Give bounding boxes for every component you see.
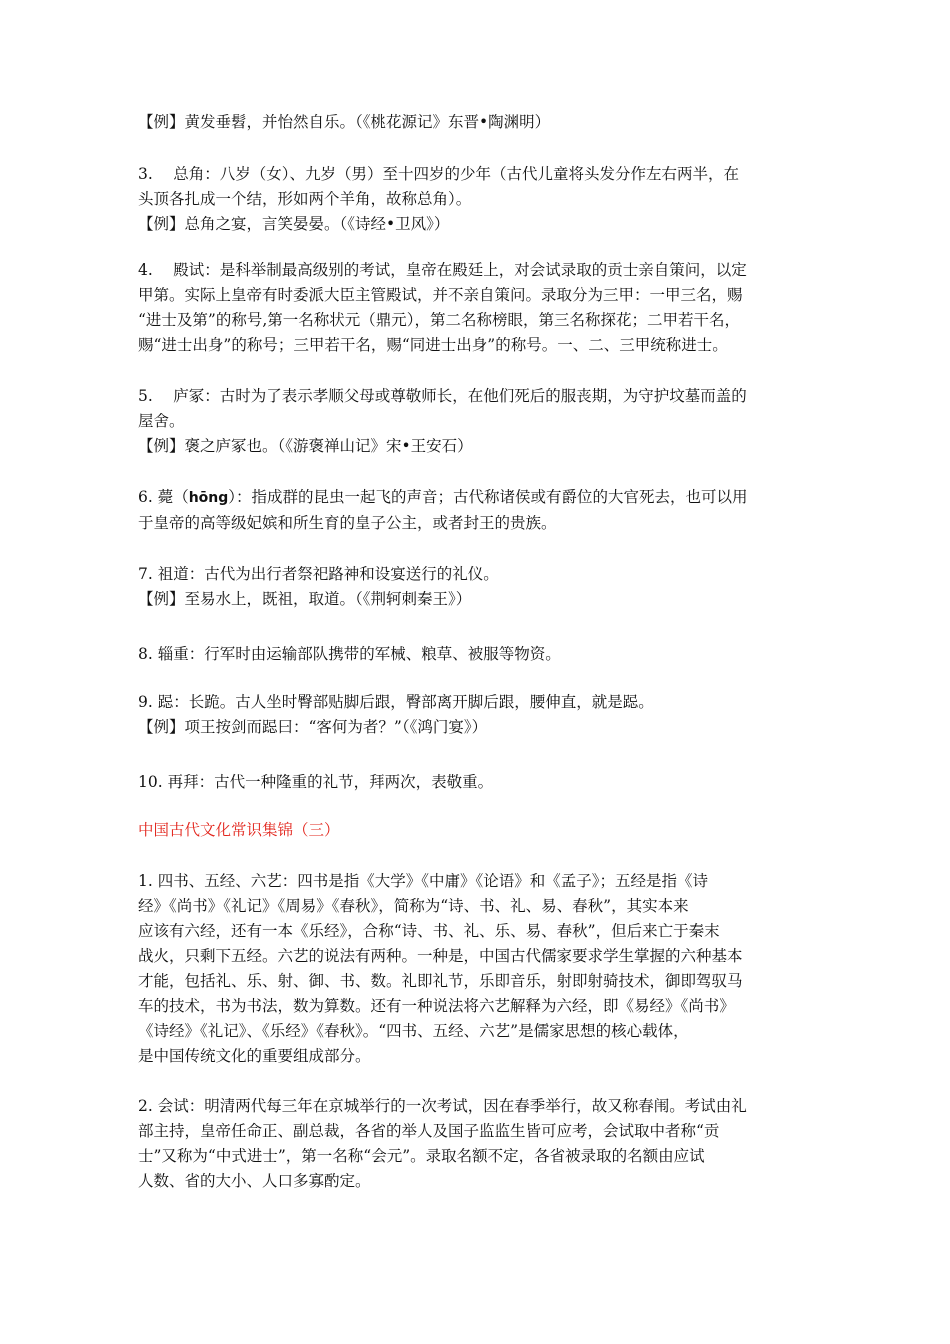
section-heading bbox=[138, 818, 814, 843]
text-line: 2. 会试：明清两代每三年在京城举行的一次考试，因在春季举行，故又称春闱。考试由礼 bbox=[138, 1097, 747, 1115]
text-line: 【例】褒之庐冢也。（《游褒禅山记》宋•王安石） bbox=[138, 437, 473, 455]
entry-zizhong bbox=[138, 642, 814, 667]
text-line: 甲第。实际上皇帝有时委派大臣主管殿试，并不亲自策问。录取分为三甲：一甲三名，赐 bbox=[138, 286, 743, 304]
entry-huishi bbox=[138, 1094, 814, 1194]
entry-hong bbox=[138, 485, 814, 536]
entry-luzhong bbox=[138, 384, 814, 459]
text-line: 3. 总角：八岁（女）、九岁（男）至十四岁的少年（古代儿童将头发分作左右两半，在 bbox=[138, 165, 739, 183]
entry-dianshi bbox=[138, 258, 814, 358]
text-line: 车的技术，书为书法，数为算数。还有一种说法将六艺解释为六经，即《易经》《尚书》 bbox=[138, 997, 735, 1015]
text-segment: ）：指成群的昆虫一起飞的声音；古代称诸侯或有爵位的大官死去，也可以用 bbox=[228, 488, 748, 506]
text-line: 人数、省的大小、人口多寡酌定。 bbox=[138, 1172, 371, 1190]
text-line: 4. 殿试：是科举制最高级别的考试，皇帝在殿廷上，对会试录取的贡士亲自策问，以定 bbox=[138, 261, 747, 279]
text-line: 战火，只剩下五经。六艺的说法有两种。一种是，中国古代儒家要求学生掌握的六种基本 bbox=[138, 947, 743, 965]
text-line bbox=[138, 485, 814, 511]
text-line: 赐“进士出身”的称号；三甲若干名，赐“同进士出身”的称号。一、二、三甲统称进士。 bbox=[138, 336, 728, 354]
text-line: 应该有六经，还有一本《乐经》，合称“诗、书、礼、乐、易、春秋”，但后来亡于秦末 bbox=[138, 922, 720, 940]
text-line: 【例】至易水上，既祖，取道。（《荆轲刺秦王》） bbox=[138, 590, 472, 608]
text-line: “进士及第”的称号,第一名称状元（鼎元），第二名称榜眼，第三名称探花；二甲若干名， bbox=[138, 311, 741, 329]
entry-zaibai bbox=[138, 770, 814, 795]
text-line: 8. 辎重：行军时由运输部队携带的军械、粮草、被服等物资。 bbox=[138, 645, 561, 663]
text-line: 【例】项王按剑而跽曰：“客何为者？”（《鸿门宴》） bbox=[138, 718, 488, 736]
text-line: 士”又称为“中式进士”，第一名称“会元”。录取名额不定，各省被录取的名额由应试 bbox=[138, 1147, 705, 1165]
text-line: 【例】黄发垂髫，并怡然自乐。（《桃花源记》东晋•陶渊明） bbox=[138, 113, 551, 131]
example-taohuayuan bbox=[138, 110, 814, 135]
text-segment: 6. 薨（ bbox=[138, 488, 189, 506]
text-line: 经》《尚书》《礼记》《周易》《春秋》，简称为“诗、书、礼、易、春秋”，其实本来 bbox=[138, 897, 689, 915]
section-title: 中国古代文化常识集锦（三） bbox=[138, 821, 340, 839]
text-line: 头顶各扎成一个结，形如两个羊角，故称总角）。 bbox=[138, 190, 472, 208]
text-line: 【例】总角之宴，言笑晏晏。（《诗经•卫风》） bbox=[138, 215, 450, 233]
text-line: 1. 四书、五经、六艺：四书是指《大学》《中庸》《论语》和《孟子》；五经是指《诗 bbox=[138, 872, 708, 890]
text-line: 9. 跽：长跪。古人坐时臀部贴脚后跟，臀部离开脚后跟，腰伸直，就是跽。 bbox=[138, 693, 654, 711]
entry-ji bbox=[138, 690, 814, 740]
entry-zongjiao bbox=[138, 162, 814, 237]
text-line: 《诗经》《礼记》、《乐经》《春秋》。“四书、五经、六艺”是儒家思想的核心载体， bbox=[138, 1022, 689, 1040]
text-line: 屋舍。 bbox=[138, 412, 185, 430]
text-line: 才能，包括礼、乐、射、御、书、数。礼即礼节，乐即音乐，射即射骑技术，御即驾驭马 bbox=[138, 972, 743, 990]
text-line: 10. 再拜：古代一种隆重的礼节，拜两次，表敬重。 bbox=[138, 773, 494, 791]
text-line: 是中国传统文化的重要组成部分。 bbox=[138, 1047, 371, 1065]
entry-zudao bbox=[138, 562, 814, 612]
text-line: 部主持，皇帝任命正、副总裁，各省的举人及国子监监生皆可应考，会试取中者称“贡 bbox=[138, 1122, 720, 1140]
pinyin-hong: hōng bbox=[188, 490, 229, 506]
text-line: 于皇帝的高等级妃嫔和所生育的皇子公主，或者封王的贵族。 bbox=[138, 514, 557, 532]
text-line: 5. 庐冢：古时为了表示孝顺父母或尊敬师长，在他们死后的服丧期，为守护坟墓而盖的 bbox=[138, 387, 747, 405]
entry-sishu-wujing bbox=[138, 869, 814, 1069]
text-line: 7. 祖道：古代为出行者祭祀路神和设宴送行的礼仪。 bbox=[138, 565, 499, 583]
